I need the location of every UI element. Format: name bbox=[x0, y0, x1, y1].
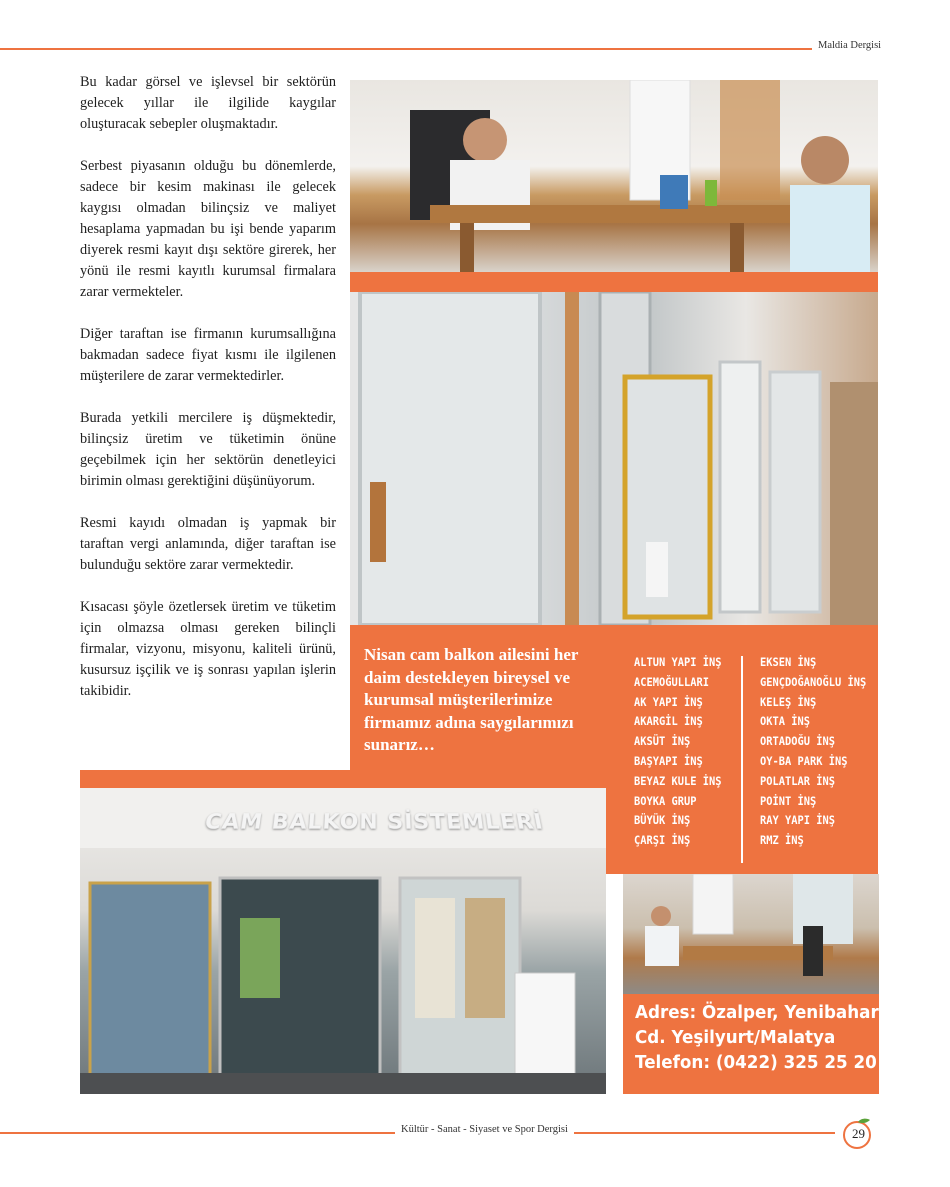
firm-item: GENÇDOĞANOĞLU İNŞ bbox=[760, 674, 867, 689]
small-office-photo bbox=[623, 874, 879, 994]
glass-panels-illustration bbox=[350, 292, 878, 625]
firm-item: POLATLAR İNŞ bbox=[760, 773, 836, 788]
firm-item: BEYAZ KULE İNŞ bbox=[634, 773, 722, 788]
address-line-2: Cd. Yeşilyurt/Malatya bbox=[635, 1027, 836, 1048]
article-paragraph: Serbest piyasanın olduğu bu dönemlerde, sadece bir kesim makinası ile gelecek kaygısı olmadan bilinçsiz ve maliyet hesaplama yapmadan bu işi bende yaparım diyerek resmi kayıt dışı sektöre girerek, her yönü ile resmi kayıtlı kurumsal firmalara zarar vermekteler. bbox=[80, 158, 336, 300]
firm-item: ÇARŞI İNŞ bbox=[634, 833, 691, 848]
firm-item: RMZ İNŞ bbox=[760, 833, 804, 848]
accent-band bbox=[350, 272, 878, 292]
header-magazine-title: Maldia Dergisi bbox=[818, 40, 882, 51]
firm-item: BÜYÜK İNŞ bbox=[634, 813, 691, 828]
address-line-1: Adres: Özalper, Yenibahar bbox=[635, 1002, 879, 1023]
firm-item: POİNT İNŞ bbox=[760, 793, 817, 808]
glass-showroom-photo bbox=[350, 292, 878, 625]
slogan-text: Nisan cam balkon ailesini her daim destekleyen bireysel ve kurumsal müşterilerimize firmamız adına saygılarımızı sunarız… bbox=[364, 645, 579, 754]
article-paragraph: Resmi kayıdı olmadan iş yapmak bir taraftan vergi anlamında, diğer taraftan ise bulunduğu sektöre zarar vermektedir. bbox=[80, 515, 336, 573]
article-body bbox=[80, 72, 336, 723]
firms-list-right bbox=[760, 653, 918, 851]
firm-item: AKARGİL İNŞ bbox=[634, 714, 703, 729]
firm-item: OKTA İNŞ bbox=[760, 714, 811, 729]
contact-info bbox=[635, 1000, 879, 1075]
firm-item: RAY YAPI İNŞ bbox=[760, 813, 836, 828]
firms-divider bbox=[741, 656, 743, 863]
firm-item: ALTUN YAPI İNŞ bbox=[634, 655, 722, 669]
firm-item: AKSÜT İNŞ bbox=[634, 734, 691, 749]
article-paragraph: Bu kadar görsel ve işlevsel bir sektörün gelecek yıllar ile ilgilide kaygılar oluşturacak sebepler oluşmaktadır. bbox=[80, 74, 336, 132]
office-meeting-photo bbox=[350, 80, 878, 272]
firm-item: KELEŞ İNŞ bbox=[760, 694, 817, 709]
firm-item: OY-BA PARK İNŞ bbox=[760, 753, 848, 768]
page-number: 29 bbox=[852, 1126, 865, 1141]
phone-line: Telefon: (0422) 325 25 20 bbox=[635, 1052, 877, 1073]
footer-magazine-title: Kültür - Sanat - Siyaset ve Spor Dergisi bbox=[395, 1124, 574, 1135]
article-paragraph: Diğer taraftan ise firmanın kurumsallığına bakmadan sadece fiyat kısmı ile ilgilenen müşterilere de zarar vermektedirler. bbox=[80, 326, 336, 384]
article-paragraph: Burada yetkili mercilere iş düşmektedir, bilinçsiz üretim ve tüketimin önüne geçebilmek için her sektörün denetleyici birimin olması gerektiğini düşünüyorum. bbox=[80, 410, 336, 489]
firm-item: ACEMOĞULLARI bbox=[634, 674, 710, 689]
firm-item: ORTADOĞU İNŞ bbox=[760, 734, 836, 749]
showroom-sign: CAM BALKON SİSTEMLERİ bbox=[202, 810, 546, 835]
firm-item: BOYKA GRUP bbox=[634, 793, 697, 808]
firm-item: EKSEN İNŞ bbox=[760, 655, 817, 669]
firm-item: AK YAPI İNŞ bbox=[634, 694, 703, 709]
firm-item: BAŞYAPI İNŞ bbox=[634, 753, 703, 768]
accent-band-left bbox=[80, 770, 350, 788]
office-meeting-illustration bbox=[350, 80, 878, 272]
header-rule bbox=[0, 48, 812, 50]
small-office-illustration bbox=[623, 874, 879, 994]
article-paragraph: Kısacası şöyle özetlersek üretim ve tüketim için olmazsa olması gereken bilinçli firmalar, vizyonu, misyonu, kaliteli ürünü, kusursuz işçilik ve iş sonrası yapılan işlerin takibidir. bbox=[80, 599, 336, 699]
